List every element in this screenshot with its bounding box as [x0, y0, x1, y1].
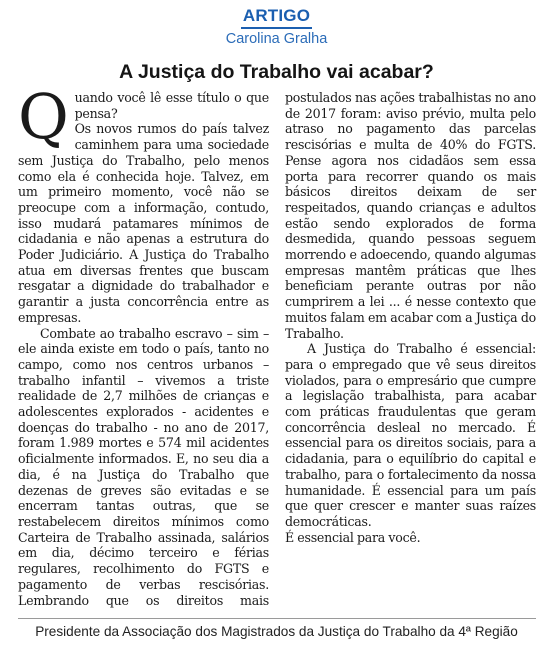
- author-bio: Presidente da Associação dos Magistrados da Justiça do Trabalho da 4ª Região: [35, 624, 518, 639]
- article-header: [0, 6, 553, 48]
- paragraph-4: A Justiça do Trabalho é essencial: para o empregado que vê seus direitos violados, para o empresário que cumpre a legislação trabalhista, para acabar com práticas fraudulentas que geram concorrência desleal no mercado. É essencial para os direitos sociais, para a cidadania, para o equilíbrio do capital e trabalho, para o fortalecimento da nossa humanidade. É essencial para um país que quer crescer e manter suas raízes democráticas.: [285, 341, 536, 529]
- section-label: ARTIGO: [241, 6, 312, 29]
- paragraph-intro: [18, 80, 269, 153]
- article-headline: A Justiça do Trabalho vai acabar?: [119, 61, 434, 83]
- intro-text: uando você lê esse título o que pensa?: [74, 90, 269, 121]
- paragraph-2: Os novos rumos do país talvez caminhem para uma sociedade sem Justiça do Trabalho, pelo menos como ela é conhecida hoje. Talvez, em um primeiro momento, você não se preocupe com a informação, contudo, isso mudará patamares mínimos de cidadania e não apenas a estrutura do Poder Judiciário. A Justiça do Trabalho atua em diversas frentes que buscam resgatar a dignidade do trabalhador e garantir a justa concorrência entre as empresas.: [18, 121, 269, 325]
- footer-divider: [18, 618, 536, 619]
- paragraph-3: Combate ao trabalho escravo – sim – ele ainda existe em todo o país, tanto no campo, como nos centros urbanos – trabalho infantil – vivemos a triste realidade de 2,7 milhões de crianças e adolescentes explorados - acidentes e doenças do trabalho - no ano de 2017, foram 1.989 mortes e 574 mil acidentes oficialmente informados. E, no seu dia a dia, é na Justiça do Trabalho que dezenas de greves são evitadas e se encerram tantas outras, que se restabelecem direitos mínimos como Carteira de Trabalho assinada, salários em dia, décimo terceiro e férias regulares, recolhimento do FGTS e pagamento de verbas rescisórias. Lembrando que os direitos mais postulados nas ações trabalhistas no ano de 2017 foram: aviso prévio, multa pelo atraso no pagamento das parcelas rescisórias e multa de 40% do FGTS. Pense agora nos cidadãos sem essa porta para recorrer quando os mais básicos direitos deixam de ser respeitados, quando crianças e adultos estão sendo explorados de forma desmedida, quando pessoas seguem morrendo e adoecendo, quando algumas empresas mantêm práticas que lhes beneficiam perante outras por não cumprirem a lei ... é nesse contexto que muitos falam em acabar com a Justiça do Trabalho.: [18, 90, 536, 608]
- article-body: [18, 80, 536, 618]
- drop-cap: Q: [18, 80, 69, 153]
- author-name: Carolina Gralha: [225, 31, 328, 47]
- paragraph-5: É essencial para você.: [285, 529, 421, 545]
